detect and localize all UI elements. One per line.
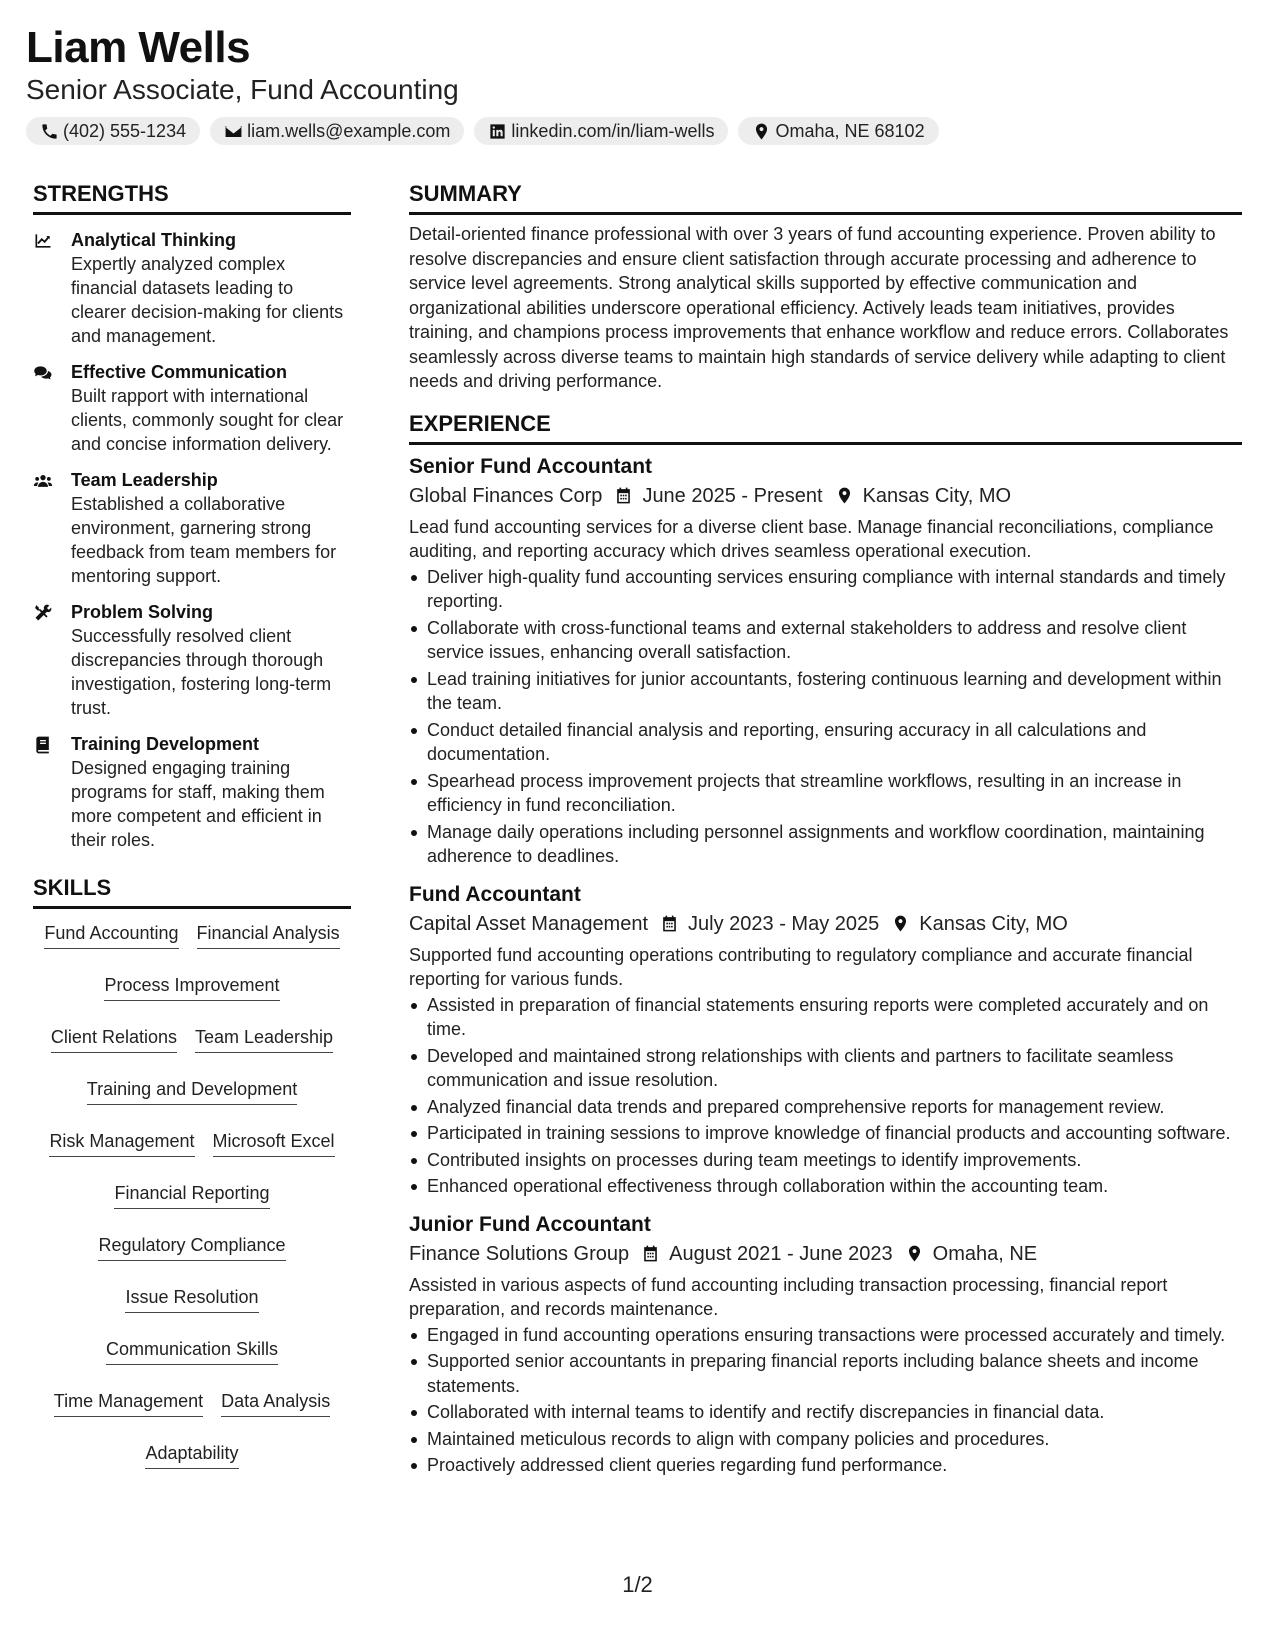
skill-tag: Team Leadership xyxy=(195,1025,333,1053)
skills-heading: SKILLS xyxy=(33,874,351,909)
skill-tag: Microsoft Excel xyxy=(213,1129,335,1157)
strength-item xyxy=(33,732,351,852)
job-dates: June 2025 - Present xyxy=(642,484,823,507)
job-dates: August 2021 - June 2023 xyxy=(669,1242,893,1265)
strength-item xyxy=(33,600,351,720)
job-title: Senior Fund Accountant xyxy=(409,454,653,478)
strength-description: Expertly analyzed complex financial datasets leading to clearer decision-making for clients and management. xyxy=(71,254,344,346)
job-bullet: Assisted in preparation of financial statements ensuring reports were completed accurately and on time. xyxy=(409,993,1242,1042)
job-bullet: Proactively addressed client queries regarding fund performance. xyxy=(409,1453,1242,1478)
job-bullet: Collaborate with cross-functional teams and external stakeholders to address and resolve client service issues, enhancing overall satisfaction. xyxy=(409,616,1242,665)
job-description: Assisted in various aspects of fund accounting including transaction processing, financial report preparation, and records maintenance. xyxy=(409,1274,1168,1319)
job-title: Junior Fund Accountant xyxy=(409,1212,651,1236)
strength-description: Designed engaging training programs for staff, making them more competent and efficient in their roles. xyxy=(71,758,325,850)
job-meta xyxy=(409,910,1242,938)
book-icon xyxy=(33,735,53,755)
summary-heading: SUMMARY xyxy=(409,180,1242,215)
strength-item xyxy=(33,468,351,588)
map-pin-icon xyxy=(752,122,771,141)
job-location: Kansas City, MO xyxy=(919,912,1068,935)
skill-tag: Fund Accounting xyxy=(44,921,178,949)
job-bullet: Conduct detailed financial analysis and reporting, ensuring accuracy in all calculations and documentation. xyxy=(409,718,1242,767)
job-meta xyxy=(409,482,1242,510)
company-name: Global Finances Corp xyxy=(409,484,603,507)
job-description: Supported fund accounting operations contributing to regulatory compliance and accurate financial reporting for various funds. xyxy=(409,944,1193,989)
skill-tag: Communication Skills xyxy=(106,1337,278,1365)
phone-text: (402) 555-1234 xyxy=(63,120,187,141)
skill-tag: Time Management xyxy=(54,1389,203,1417)
strength-title: Problem Solving xyxy=(71,602,214,622)
skill-tag: Process Improvement xyxy=(104,973,279,1001)
contact-location[interactable] xyxy=(738,117,938,145)
map-pin-icon xyxy=(891,914,910,933)
strength-title: Effective Communication xyxy=(71,362,288,382)
job-dates: July 2023 - May 2025 xyxy=(688,912,880,935)
skill-tag-list xyxy=(33,921,351,1469)
skill-tag: Risk Management xyxy=(49,1129,194,1157)
job-entry xyxy=(409,453,1242,869)
strengths-heading: STRENGTHS xyxy=(33,180,351,215)
job-bullet: Developed and maintained strong relationships with clients and partners to facilitate seamless communication and issue resolution. xyxy=(409,1044,1242,1093)
contact-bar xyxy=(26,117,939,145)
resume-header xyxy=(26,20,939,145)
job-description: Lead fund accounting services for a diverse client base. Manage financial reconciliations, compliance auditing, and reporting accuracy which drives seamless operational execution. xyxy=(409,516,1214,561)
strength-description: Established a collaborative environment, garnering strong feedback from team members for mentoring support. xyxy=(71,494,337,586)
job-bullet: Contributed insights on processes during team meetings to identify improvements. xyxy=(409,1148,1242,1173)
contact-phone[interactable] xyxy=(26,117,200,145)
job-bullet: Participated in training sessions to improve knowledge of financial products and accounting software. xyxy=(409,1121,1242,1146)
strength-description: Successfully resolved client discrepancies through thorough investigation, fostering long-term trust. xyxy=(71,626,332,718)
skill-tag: Financial Reporting xyxy=(114,1181,269,1209)
candidate-title: Senior Associate, Fund Accounting xyxy=(26,74,459,105)
company-name: Capital Asset Management xyxy=(409,912,649,935)
job-bullets xyxy=(409,1323,1242,1478)
job-bullet: Spearhead process improvement projects that streamline workflows, resulting in an increase in efficiency in fund reconciliation. xyxy=(409,769,1242,818)
experience-section xyxy=(409,410,1242,1478)
job-bullet: Engaged in fund accounting operations ensuring transactions were processed accurately and timely. xyxy=(409,1323,1242,1348)
calendar-icon xyxy=(660,914,679,933)
envelope-icon xyxy=(224,122,243,141)
strength-title: Team Leadership xyxy=(71,470,218,490)
skill-tag: Adaptability xyxy=(145,1441,238,1469)
job-bullet: Lead training initiatives for junior accountants, fostering continuous learning and development within the team. xyxy=(409,667,1242,716)
candidate-name: Liam Wells xyxy=(26,23,251,72)
phone-icon xyxy=(40,122,59,141)
linkedin-icon xyxy=(488,122,507,141)
email-text: liam.wells@example.com xyxy=(247,120,451,141)
chart-line-icon xyxy=(33,231,53,251)
calendar-icon xyxy=(641,1244,660,1263)
job-bullet: Maintained meticulous records to align with company policies and procedures. xyxy=(409,1427,1242,1452)
strengths-section xyxy=(33,180,351,852)
summary-text: Detail-oriented finance professional with over 3 years of fund accounting experience. Proven ability to resolve discrepancies and ensure client satisfaction through accurate processing and adherence to service level agreements. Strong analytical skills supported by effective communication and organizational abilities underscore operational efficiency. Actively leads team initiatives, provides training, and champions process improvements that enhance workflow and reduce errors. Collaborates seamlessly across diverse teams to maintain high standards of service delivery while adapting to client needs and driving performance. xyxy=(409,224,1229,391)
job-bullet: Manage daily operations including personnel assignments and workflow coordination, maintaining adherence to deadlines. xyxy=(409,820,1242,869)
contact-linkedin[interactable] xyxy=(474,117,728,145)
skill-tag: Regulatory Compliance xyxy=(98,1233,285,1261)
job-meta xyxy=(409,1240,1242,1268)
users-icon xyxy=(33,471,53,491)
strength-description: Built rapport with international clients, commonly sought for clear and concise information delivery. xyxy=(71,386,344,454)
skill-tag: Data Analysis xyxy=(221,1389,330,1417)
summary-section xyxy=(409,180,1242,394)
job-bullet: Enhanced operational effectiveness through collaboration within the accounting team. xyxy=(409,1174,1242,1199)
job-bullets xyxy=(409,565,1242,869)
job-entry xyxy=(409,881,1242,1199)
job-bullet: Supported senior accountants in preparing financial reports including balance sheets and income statements. xyxy=(409,1349,1242,1398)
map-pin-icon xyxy=(905,1244,924,1263)
job-location: Omaha, NE xyxy=(932,1242,1038,1265)
left-column xyxy=(33,180,351,1469)
strength-title: Training Development xyxy=(71,734,260,754)
skill-tag: Client Relations xyxy=(51,1025,177,1053)
map-pin-icon xyxy=(835,486,854,505)
skills-section xyxy=(33,874,351,1469)
page-number: 1/2 xyxy=(622,1572,653,1597)
skill-tag: Issue Resolution xyxy=(125,1285,258,1313)
job-bullet: Analyzed financial data trends and prepared comprehensive reports for management review. xyxy=(409,1095,1242,1120)
strength-title: Analytical Thinking xyxy=(71,230,237,250)
experience-heading: EXPERIENCE xyxy=(409,410,1242,445)
job-bullets xyxy=(409,993,1242,1199)
strength-item xyxy=(33,360,351,456)
job-bullet: Collaborated with internal teams to identify and rectify discrepancies in financial data. xyxy=(409,1400,1242,1425)
tools-icon xyxy=(33,603,53,623)
contact-email[interactable] xyxy=(210,117,464,145)
location-text: Omaha, NE 68102 xyxy=(775,120,925,141)
skill-tag: Training and Development xyxy=(87,1077,297,1105)
comments-icon xyxy=(33,363,53,383)
linkedin-text: linkedin.com/in/liam-wells xyxy=(511,120,715,141)
job-entry xyxy=(409,1211,1242,1478)
strengths-list xyxy=(33,228,351,852)
company-name: Finance Solutions Group xyxy=(409,1242,630,1265)
calendar-icon xyxy=(614,486,633,505)
job-bullet: Deliver high-quality fund accounting services ensuring compliance with internal standards and timely reporting. xyxy=(409,565,1242,614)
skill-tag: Financial Analysis xyxy=(197,921,340,949)
strength-item xyxy=(33,228,351,348)
right-column xyxy=(409,180,1242,1480)
job-title: Fund Accountant xyxy=(409,882,581,906)
job-location: Kansas City, MO xyxy=(862,484,1012,507)
